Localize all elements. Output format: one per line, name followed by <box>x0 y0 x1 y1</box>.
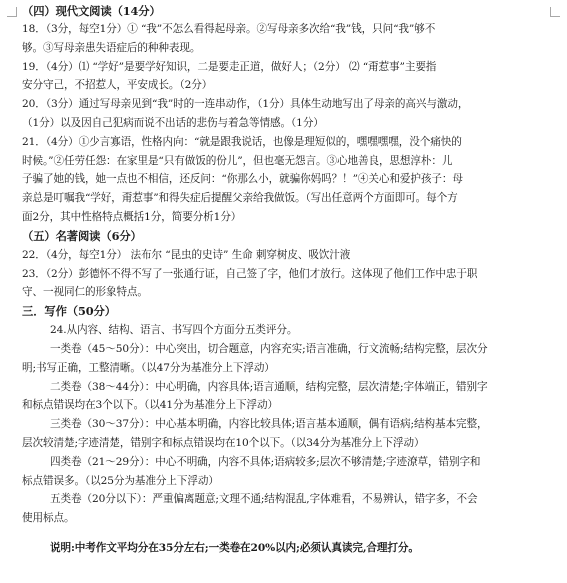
answer-21-line-4: 亲总是叮嘱我“学好，甭惹事”和得失症后提醒父亲给我做饭。（写出任意两个方面即可。每个方 <box>22 192 458 204</box>
grade-1-line-2: 明;书写正确，工整清晰。（以47分为基准分上下浮动） <box>22 362 275 374</box>
answer-21-line-1: 21．（4分）①少言寡语，性格内向：“就是跟我说话，也像是理短似的，嘿嘿嘿嘿，没个痛快的 <box>22 136 462 148</box>
writing-scoring-intro: 24.从内容、结构、语言、书写四个方面分五类评分。 <box>50 324 298 336</box>
grade-3-line-2: 层次较清楚;字迹清楚，错别字和标点错误均在10个以下。（以34分为基准分上下浮动） <box>22 437 425 449</box>
answer-22: 22．（4分，每空1分） 法布尔 “昆虫的史诗” 生命 刺穿树皮、吸饮汁液 <box>22 249 351 261</box>
grade-3-line-1: 三类卷（30～37分）：中心基本明确，内容比较具体;语言基本通顺，偶有语病;结构基本完整， <box>50 418 488 430</box>
grade-1-line-1: 一类卷（45～50分）：中心突出，切合题意，内容充实;语言准确，行文流畅;结构完整，层次分 <box>50 343 488 355</box>
answer-21-line-2: 时候。”②任劳任怨：在家里是“只有做饭的份儿”，但也毫无怨言。③心地善良，思想淳朴：儿 <box>22 155 453 167</box>
answer-19-line-2: 安分守己，不招惹人，平安成长。（2分） <box>22 79 213 91</box>
section-heading-writing: 三．写作（50分） <box>22 304 116 318</box>
answer-18-line-1: 18．（3分，每空1分）① “我”不怎么看得起母亲。②写母亲多次给“我”钱，只问“我”够不 <box>22 23 436 35</box>
grade-2-line-2: 和标点错误均在3个以下。（以41分为基准分上下浮动） <box>22 399 278 411</box>
answer-21-line-5: 面2分，其中性格特点概括1分，简要分析1分） <box>22 211 242 223</box>
grading-note: 说明:中考作文平均分在35分左右;一类卷在20%以内;必须认真读完,合理打分。 <box>50 542 419 554</box>
answer-19-line-1: 19．（4分）⑴ “学好”是要学好知识，二是要走正道，做好人；（2分） ⑵ “甭惹事”主要指 <box>22 61 437 73</box>
answer-18-line-2: 够。③写母亲患失语症后的种种表现。 <box>22 42 201 54</box>
section-heading-classics: （五）名著阅读（6分） <box>22 229 142 243</box>
crop-mark-top-left <box>7 7 17 17</box>
answer-21-line-3: 子骗了她的钱，她一点也不相信，还反问：“你那么小，就骗你妈吗？！”④关心和爱护孩子：母 <box>22 173 463 185</box>
answer-23-line-2: 守、一视同仁的形象特点。 <box>22 286 148 298</box>
grade-5-line-2: 使用标点。 <box>22 512 75 524</box>
grade-2-line-1: 二类卷（38～44分）：中心明确，内容具体;语言通顺，结构完整，层次清楚;字体端正，错别字 <box>50 381 488 393</box>
grade-4-line-1: 四类卷（21～29分）：中心不明确，内容不具体;语病较多;层次不够清楚;字迹潦草，错别字和 <box>50 456 481 468</box>
section-heading-reading: （四）现代文阅读（14分） <box>22 4 161 18</box>
answer-23-line-1: 23．（2分）彭德怀不得不写了一张通行证，自己签了字，他们才放行。这体现了他们工作中忠于职 <box>22 268 478 280</box>
grade-5-line-1: 五类卷（20分以下）：严重偏离题意;文理不通;结构混乱,字体难看，不易辨认，错字多，不会 <box>50 493 478 505</box>
grade-4-line-2: 标点错误多。（以25分为基准分上下浮动） <box>22 475 219 487</box>
answer-20-line-1: 20．（3分）通过写母亲见到“我”时的一连串动作，（1分）具体生动地写出了母亲的高兴与激动， <box>22 98 469 110</box>
answer-20-line-2: （1分）以及因自己犯病而说不出话的悲伤与着急等情感。（1分） <box>22 117 324 129</box>
